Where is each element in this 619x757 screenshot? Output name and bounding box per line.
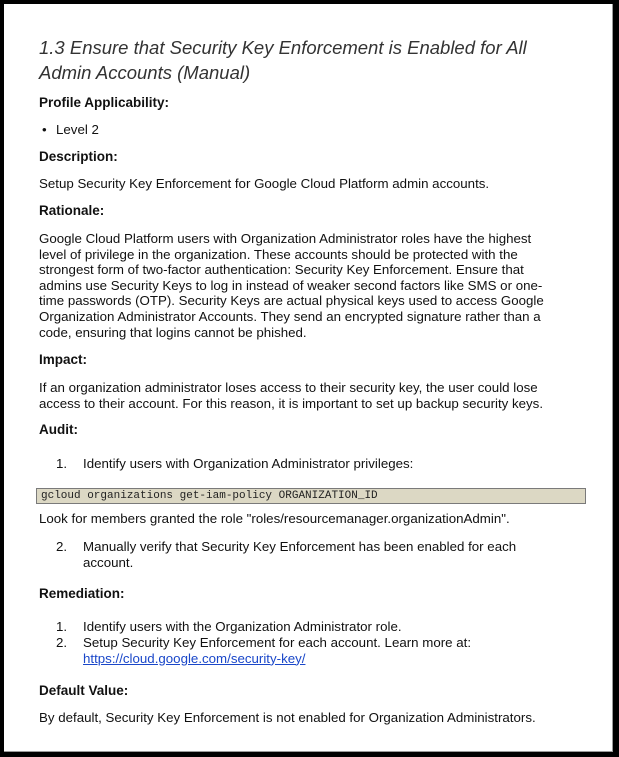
document-page xyxy=(4,4,613,752)
title-line-1: 1.3 Ensure that Security Key Enforcement is Enabled for All xyxy=(39,37,527,58)
remediation-heading: Remediation: xyxy=(39,586,125,601)
default-value-text: By default, Security Key Enforcement is not enabled for Organization Administrators. xyxy=(39,710,536,725)
step-text-line: account. xyxy=(83,554,134,570)
default-value-heading: Default Value: xyxy=(39,683,129,698)
step-text: Identify users with Organization Administrator privileges: xyxy=(83,456,414,471)
title-line-2: Admin Accounts (Manual) xyxy=(39,62,251,83)
impact-line: access to their account. For this reason, it is important to set up backup security keys. xyxy=(39,395,544,411)
page-title xyxy=(39,35,599,85)
profile-applicability-heading: Profile Applicability: xyxy=(39,95,170,110)
step-number: 2. xyxy=(56,539,68,554)
impact-heading: Impact: xyxy=(39,352,88,367)
security-key-link[interactable]: https://cloud.google.com/security-key/ xyxy=(83,650,306,666)
audit-note: Look for members granted the role "roles/resourcemanager.organizationAdmin". xyxy=(39,511,510,526)
step-text xyxy=(83,539,556,570)
step-text: Identify users with the Organization Administrator role. xyxy=(83,619,402,634)
step-text xyxy=(83,635,556,666)
code-block[interactable]: gcloud organizations get-iam-policy ORGANIZATION_ID xyxy=(36,488,586,504)
remediation-step-1 xyxy=(56,619,556,635)
step-number: 2. xyxy=(56,635,68,650)
step-number: 1. xyxy=(56,619,68,634)
profile-level-item xyxy=(42,122,99,138)
rationale-line: code, ensuring that logins cannot be phished. xyxy=(39,324,307,340)
rationale-heading: Rationale: xyxy=(39,203,105,218)
rationale-line: strongest form of two-factor authentication: Security Key Enforcement. Ensure that xyxy=(39,262,524,278)
remediation-step-2 xyxy=(56,635,556,666)
profile-level-text: Level 2 xyxy=(56,122,99,137)
audit-step-2 xyxy=(56,539,556,570)
rationale-line: Google Cloud Platform users with Organization Administrator roles have the highest xyxy=(39,231,532,246)
step-text-line: Manually verify that Security Key Enforcement has been enabled for each xyxy=(83,539,517,554)
rationale-text xyxy=(39,231,579,340)
bullet-icon: • xyxy=(42,122,47,137)
description-heading: Description: xyxy=(39,149,118,164)
step-number: 1. xyxy=(56,456,68,471)
impact-line: If an organization administrator loses access to their security key, the user could lose xyxy=(39,380,538,395)
rationale-line: level of privilege in the organization. These accounts should be protected with the xyxy=(39,246,518,262)
audit-heading: Audit: xyxy=(39,422,78,437)
rationale-line: Organization Administrator Accounts. They send an encrypted signature rather than a xyxy=(39,308,541,324)
step-text-line: Setup Security Key Enforcement for each account. Learn more at: xyxy=(83,635,472,650)
description-text: Setup Security Key Enforcement for Google Cloud Platform admin accounts. xyxy=(39,176,490,191)
impact-text xyxy=(39,380,579,411)
rationale-line: time passwords (OTP). Security Keys are actual physical keys used to access Google xyxy=(39,293,544,309)
rationale-line: admins use Security Keys to log in instead of weaker second factors like SMS or one- xyxy=(39,277,543,293)
audit-step-1 xyxy=(56,456,556,472)
